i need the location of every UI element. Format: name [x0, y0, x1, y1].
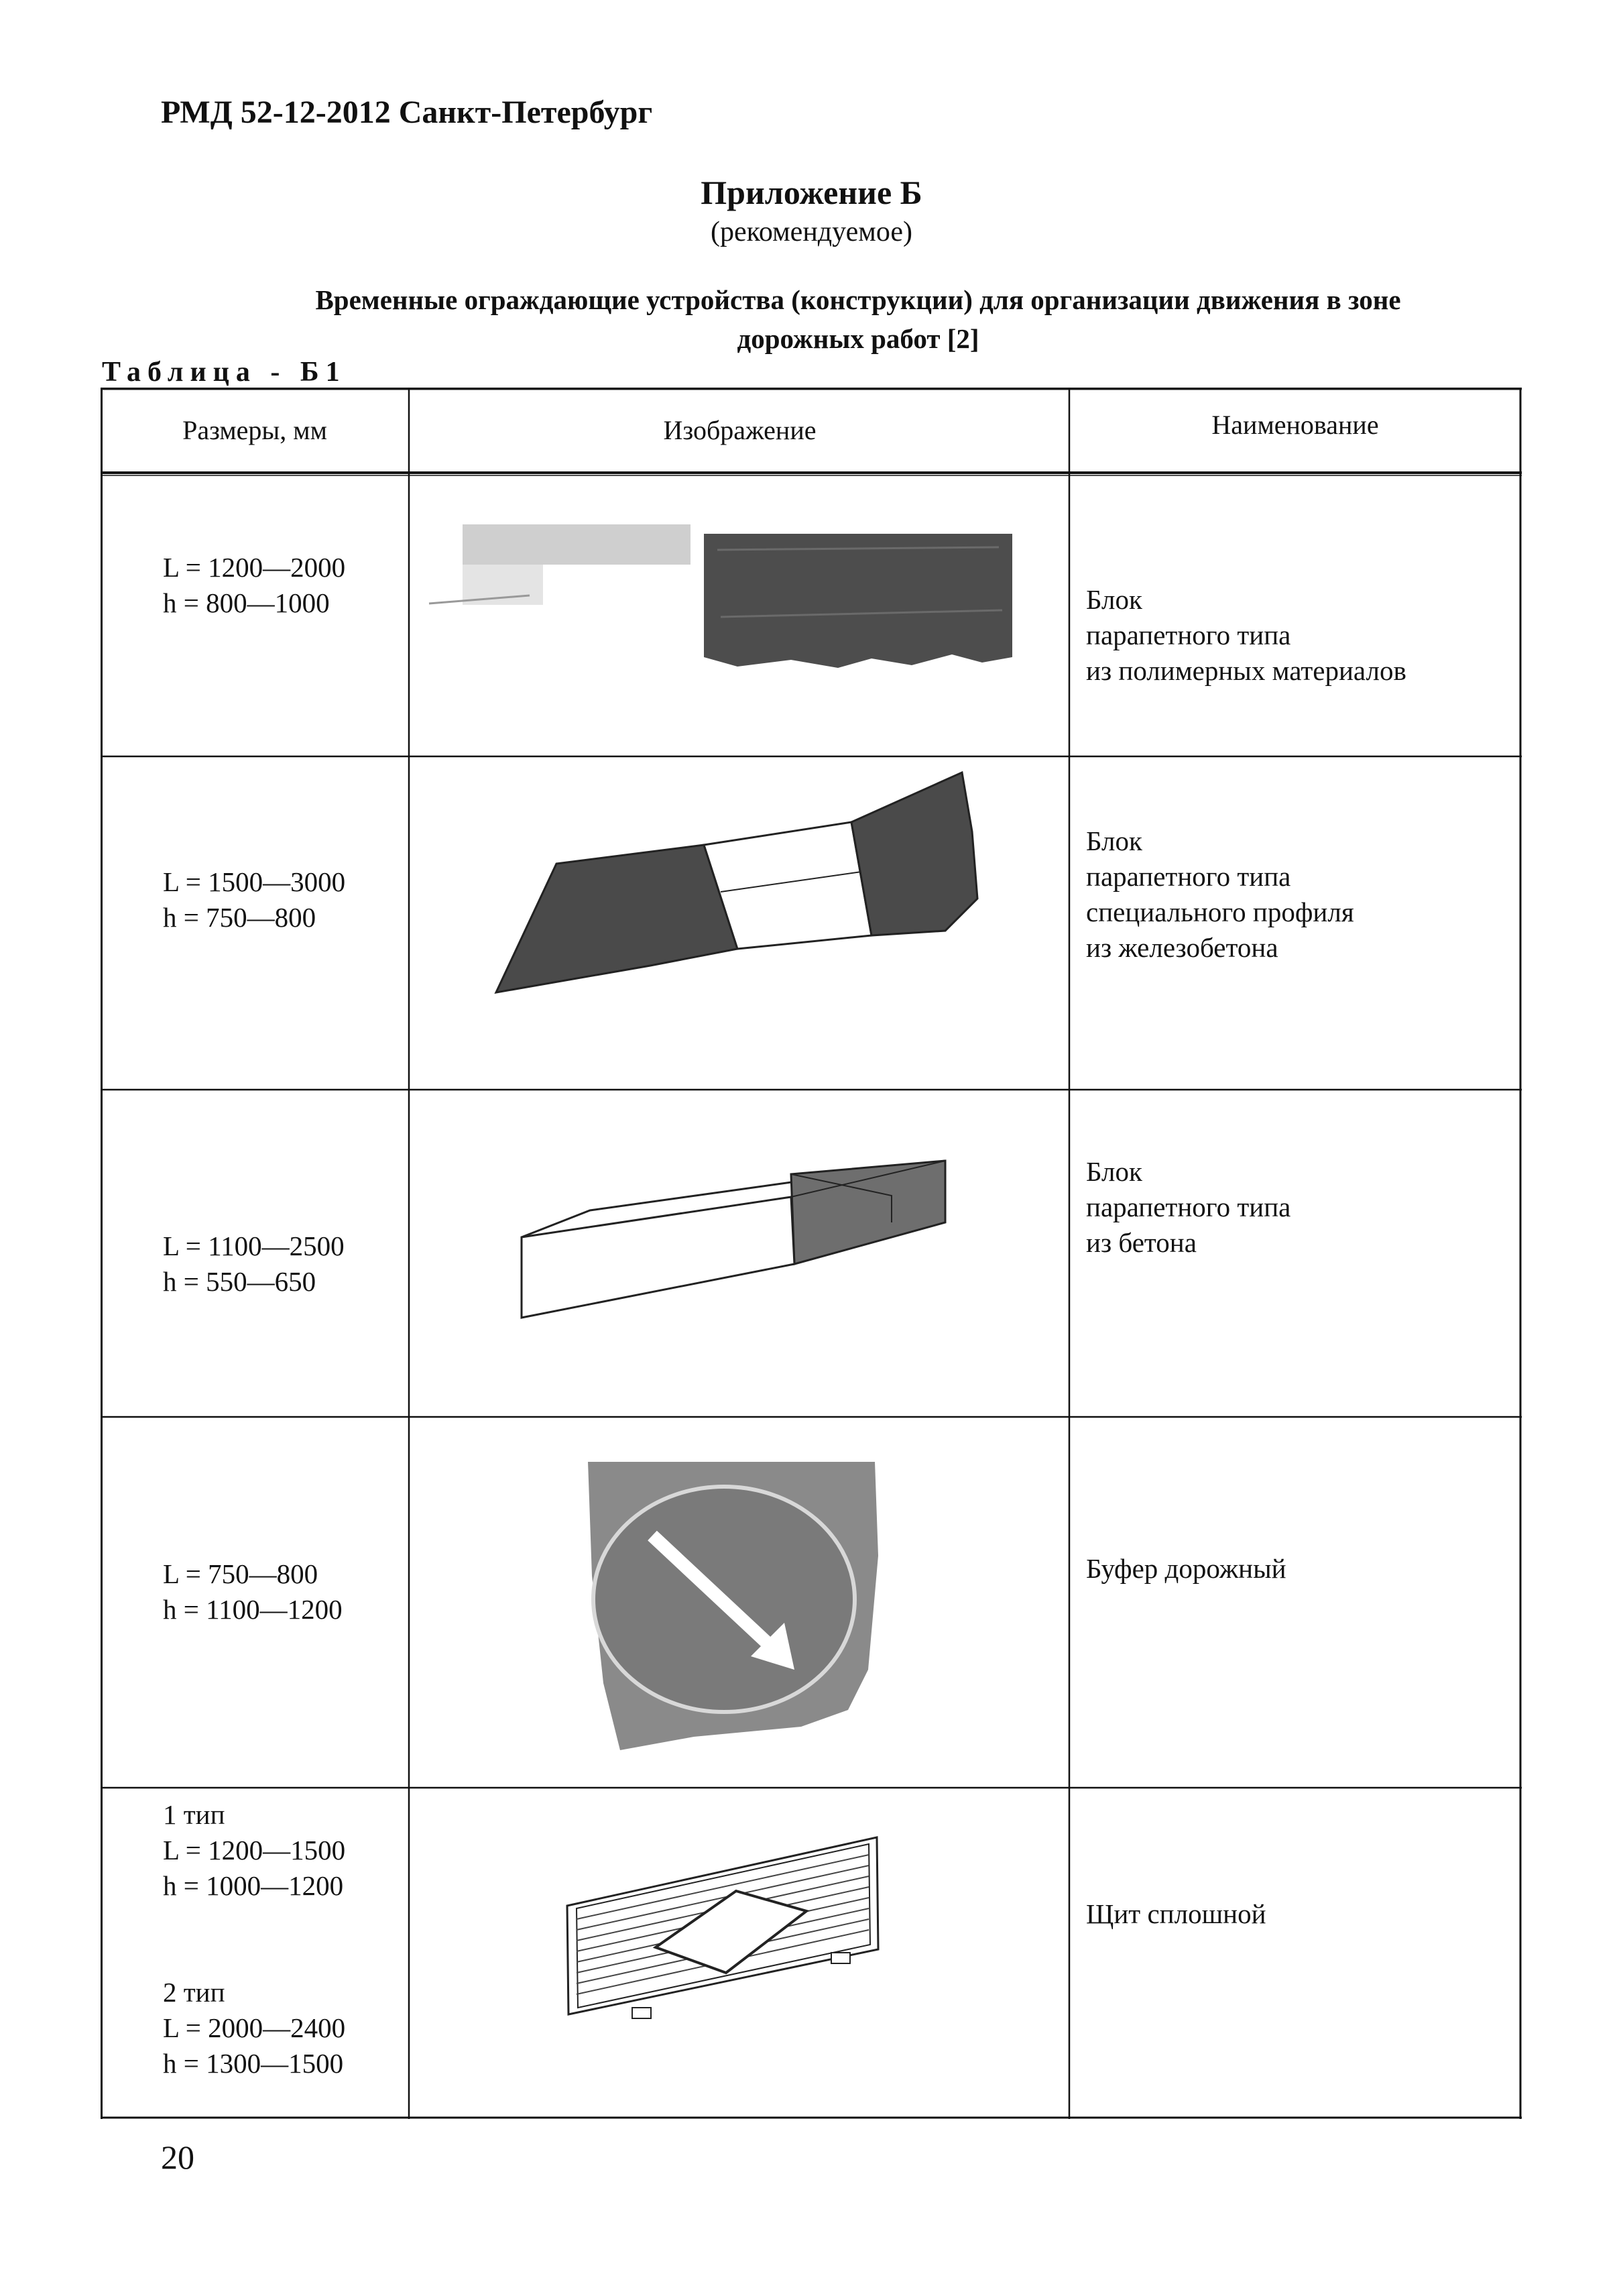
name-line: Блок	[1086, 584, 1142, 615]
name-line: парапетного типа	[1086, 1192, 1291, 1222]
name-line: из полимерных материалов	[1086, 655, 1406, 686]
header-dimensions: Размеры, мм	[182, 415, 327, 445]
appendix-title: Приложение Б	[701, 174, 922, 211]
dimension-line: h = 750—800	[163, 902, 316, 933]
table-label: Таблица - Б1	[102, 357, 347, 388]
appendix-subtitle: (рекомендуемое)	[711, 217, 912, 247]
dimension-line: L = 1200—2000	[163, 552, 346, 583]
concrete-parapet-block-icon	[516, 1150, 959, 1324]
row-2-dimensions	[163, 864, 345, 935]
dimension-line: h = 1300—1500	[163, 2048, 344, 2079]
dimension-line: L = 2000—2400	[163, 2012, 346, 2043]
reinforced-concrete-parapet-block-icon	[476, 751, 1026, 1013]
name-line: Щит сплошной	[1086, 1898, 1266, 1929]
row-3-name	[1086, 1154, 1290, 1261]
name-line: парапетного типа	[1086, 861, 1291, 892]
polymer-parapet-block-icon	[416, 516, 1019, 704]
dimension-line: 1 тип	[163, 1799, 225, 1830]
row-4-name	[1086, 1551, 1286, 1587]
name-line: Блок	[1086, 825, 1142, 856]
name-line: специального профиля	[1086, 897, 1354, 927]
header-image: Изображение	[663, 415, 817, 445]
page-number: 20	[161, 2138, 194, 2176]
dimension-line: 2 тип	[163, 1977, 225, 2008]
dimension-line: h = 550—650	[163, 1266, 316, 1297]
row-2-name	[1086, 823, 1354, 966]
row-5-name	[1086, 1896, 1266, 1932]
dimension-line: L = 750—800	[163, 1558, 318, 1589]
dimension-line: L = 1500—3000	[163, 866, 346, 897]
table-caption	[221, 280, 1495, 358]
name-line: Буфер дорожный	[1086, 1553, 1286, 1584]
table-caption-line: дорожных работ [2]	[737, 323, 979, 354]
name-line: из железобетона	[1086, 932, 1278, 963]
row-1-dimensions	[163, 550, 345, 621]
name-line: парапетного типа	[1086, 620, 1291, 650]
row-1-name	[1086, 582, 1406, 689]
row-5-dimensions	[163, 1797, 345, 2081]
dimension-line: h = 1100—1200	[163, 1594, 343, 1625]
solid-shield-icon	[562, 1825, 884, 2026]
name-line: из бетона	[1086, 1227, 1197, 1258]
row-3-dimensions	[163, 1228, 345, 1300]
dimension-line: L = 1200—1500	[163, 1835, 346, 1866]
dimension-line: h = 800—1000	[163, 587, 330, 618]
name-line: Блок	[1086, 1156, 1142, 1187]
table-caption-line: Временные ограждающие устройства (конструкции) для организации движения в зоне	[315, 284, 1401, 315]
dimension-line: L = 1100—2500	[163, 1230, 345, 1261]
road-buffer-icon	[580, 1455, 888, 1757]
document-header: РМД 52-12-2012 Санкт-Петербург	[161, 95, 653, 130]
row-4-dimensions	[163, 1556, 343, 1627]
dimension-line: h = 1000—1200	[163, 1870, 344, 1901]
header-name: Наименование	[1211, 410, 1379, 440]
